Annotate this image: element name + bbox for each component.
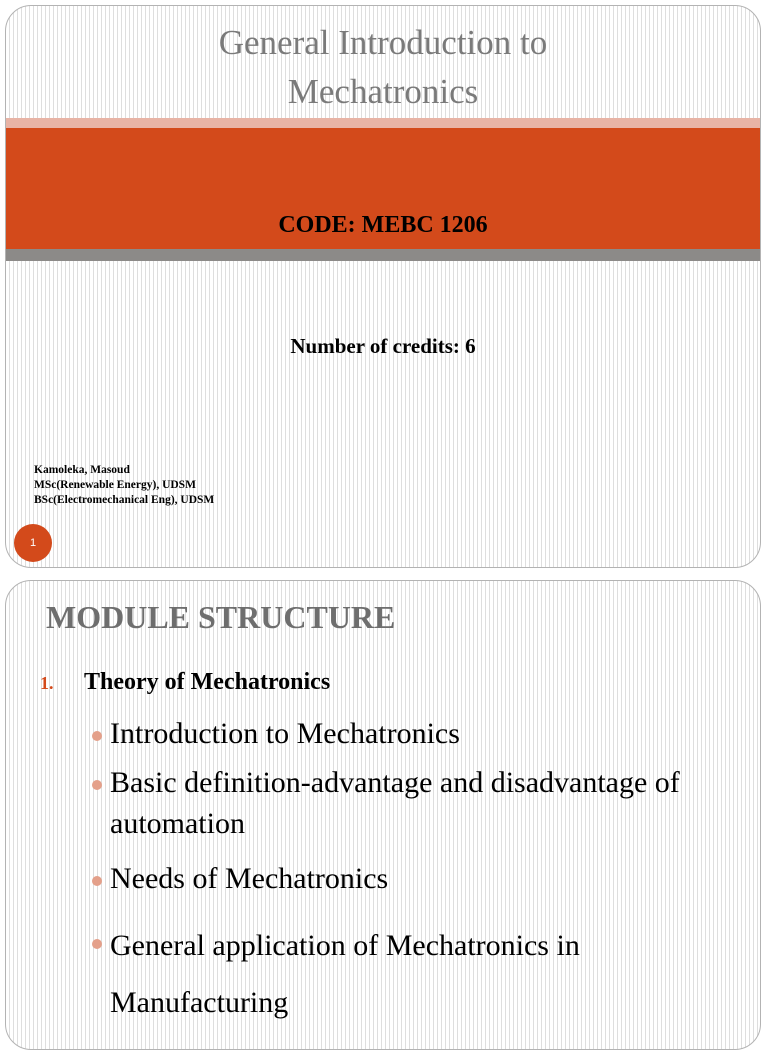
section-number: 1.	[40, 673, 54, 693]
accent-strip	[6, 118, 760, 128]
page-number-badge: 1	[14, 524, 52, 562]
bullet-item	[86, 713, 736, 754]
bullet-text: Basic definition-advantage and disadvantage of automation	[110, 766, 680, 840]
bullet-item	[86, 762, 736, 844]
bullet-text: Introduction to Mechatronics	[110, 717, 460, 750]
bullet-text: Needs of Mechatronics	[110, 862, 389, 895]
slide-title: MODULE STRUCTURE	[46, 599, 396, 635]
author-name: Kamoleka, Masoud	[34, 464, 130, 476]
numbered-section	[40, 669, 330, 696]
divider-strip	[6, 249, 760, 261]
author-degree-bsc: BSc(Electromechanical Eng), UDSM	[34, 494, 215, 506]
bullet-dot-icon	[92, 731, 102, 741]
bullet-dot-icon	[92, 780, 102, 790]
credits-text: Number of credits: 6	[290, 334, 476, 358]
slide-title-line-2: Mechatronics	[287, 72, 479, 111]
bullet-list	[86, 713, 736, 1031]
bullet-dot-icon	[92, 939, 102, 949]
bullet-item	[86, 858, 736, 899]
bullet-text: General application of Mechatronics in Manufacturing	[110, 929, 580, 1019]
author-degree-msc: MSc(Renewable Energy), UDSM	[34, 479, 196, 491]
bullet-dot-icon	[92, 876, 102, 886]
section-label: Theory of Mechatronics	[84, 669, 331, 695]
bullet-item	[86, 917, 736, 1031]
author-block	[34, 463, 214, 508]
slide-title	[6, 18, 760, 116]
course-code: CODE: MEBC 1206	[278, 212, 488, 238]
module-structure-slide	[5, 580, 761, 1050]
title-slide	[5, 5, 761, 568]
slide-title-line-1: General Introduction to	[218, 23, 548, 62]
